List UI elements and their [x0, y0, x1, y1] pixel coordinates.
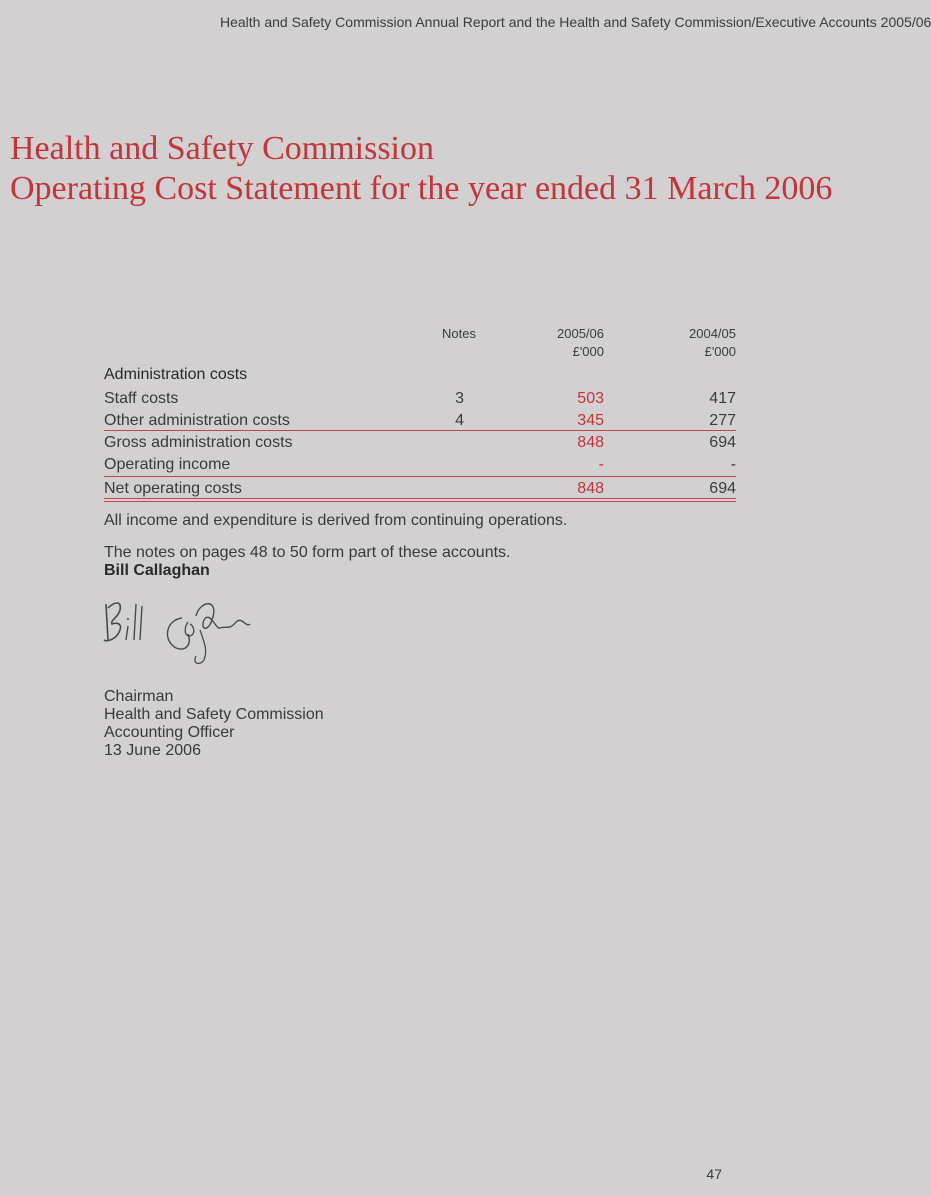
subtotal-rule [104, 430, 736, 431]
row-current-value: 848 [577, 480, 604, 497]
row-note: 4 [455, 412, 464, 429]
row-prior-value: 694 [709, 434, 736, 451]
row-current-value: 848 [577, 434, 604, 451]
row-prior-value: - [730, 456, 736, 473]
row-current-value: 345 [577, 412, 604, 429]
page-subtitle: Operating Cost Statement for the year ended 31 March 2006 [10, 170, 833, 207]
signature-block [104, 688, 324, 760]
table-row [104, 480, 736, 506]
section-heading: Administration costs [104, 366, 248, 383]
signatory-title: Accounting Officer [104, 724, 235, 741]
page-number: 47 [706, 1166, 722, 1182]
current-year-unit: £'000 [572, 344, 604, 359]
total-rule [104, 498, 736, 502]
signatory-name: Bill Callaghan [104, 562, 210, 579]
signature-image [100, 590, 260, 670]
row-note: 3 [455, 390, 464, 407]
table-row [104, 456, 736, 482]
prior-year-unit: £'000 [704, 344, 736, 359]
row-prior-value: 694 [709, 480, 736, 497]
row-current-value: 503 [577, 390, 604, 407]
running-header: Health and Safety Commission Annual Report and the Health and Safety Commission/Executive Accounts 2005/06 [220, 14, 931, 30]
row-prior-value: 277 [709, 412, 736, 429]
row-label: Net operating costs [104, 480, 242, 497]
notes-reference: The notes on pages 48 to 50 form part of these accounts. [104, 544, 511, 561]
page-title: Health and Safety Commission [10, 130, 435, 167]
signatory-organisation: Health and Safety Commission [104, 706, 324, 723]
row-label: Gross administration costs [104, 434, 293, 451]
row-label: Operating income [104, 456, 231, 473]
subtotal-rule [104, 476, 736, 477]
row-prior-value: 417 [709, 390, 736, 407]
row-label: Staff costs [104, 390, 179, 407]
signature-date: 13 June 2006 [104, 742, 201, 759]
prior-year-header: 2004/05 [689, 326, 736, 341]
current-year-header: 2005/06 [557, 326, 604, 341]
row-label: Other administration costs [104, 412, 290, 429]
row-current-value: - [598, 456, 604, 473]
signatory-role: Chairman [104, 688, 174, 705]
notes-column-header: Notes [442, 326, 476, 341]
statement-note: All income and expenditure is derived from continuing operations. [104, 512, 568, 529]
